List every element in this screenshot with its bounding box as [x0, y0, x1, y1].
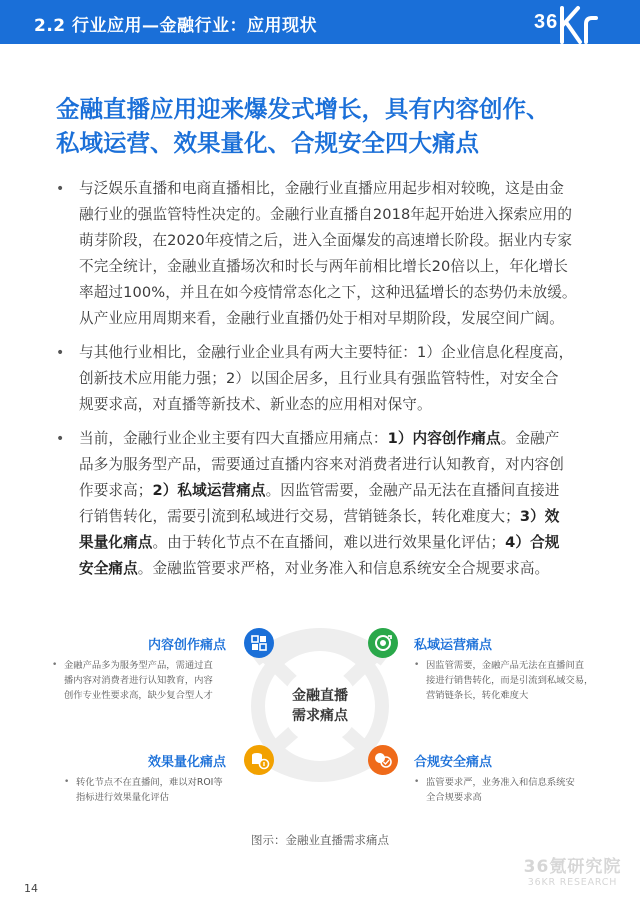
watermark-title: 36氪研究院: [523, 857, 622, 877]
bullet-dot: •: [414, 660, 420, 670]
text-run: 。因监管需要，金融产品无法在直播间直接进: [265, 482, 560, 499]
desc-line: 营销链条长，转化难度大: [426, 690, 529, 701]
text-run: 品多为服务型产品，需要通过直播内容来对消费者进行认知教育，对内容创: [79, 456, 564, 473]
text-run: 从产业应用周期来看，金融行业直播仍处于相对早期阶段，发展空间广阔。: [79, 310, 564, 327]
bullet-line: [79, 202, 592, 228]
bullet-line: [79, 306, 592, 332]
private-domain-title: 私域运营痛点: [414, 638, 493, 653]
bullet-line: [79, 254, 592, 280]
shield-check-icon: [368, 745, 398, 775]
text-run: 率超过100%，并且在如今疫情常态化之下，这种迅猛增长的态势仍未放缓。: [79, 284, 577, 301]
bullet-list: [52, 176, 592, 590]
bullet-line: [79, 504, 592, 530]
text-run: 萌芽阶段，在2020年疫情之后，进入全面爆发的高速增长阶段。据业内专家: [79, 232, 573, 249]
text-run: 与其他行业相比，金融行业企业具有两大主要特征：1）企业信息化程度高，: [79, 344, 574, 361]
compliance-security-title: 合规安全痛点: [414, 755, 493, 770]
desc-line: 接进行销售转化，而是引流到私域交易，: [426, 675, 594, 686]
text-run: 当前，金融行业企业主要有四大直播应用痛点：: [79, 430, 388, 447]
coin-stack-icon: [244, 745, 274, 775]
desc-line: 监管要求严，业务准入和信息系统安: [426, 777, 575, 788]
bold-text: 3）效: [519, 508, 560, 525]
bold-text: 4）合规: [505, 534, 560, 551]
bullet-line: [79, 366, 592, 392]
text-run: 与泛娱乐直播和电商直播相比，金融行业直播应用起步相对较晚，这是由金: [79, 180, 564, 197]
bold-text: 安全痛点: [79, 560, 138, 577]
section-title: 2.2 行业应用—金融行业：应用现状: [34, 16, 318, 36]
bullet-line: [79, 530, 592, 556]
desc-line: 转化节点不在直播间，难以对ROI等: [76, 777, 223, 788]
center-line: 需求痛点: [292, 708, 348, 724]
bullet-line: [79, 176, 592, 202]
bullet-item: [52, 426, 592, 582]
center-line: 金融直播: [292, 688, 348, 704]
headline: [56, 92, 616, 160]
text-run: 规要求高，对直播等新技术、新业态的应用相对保守。: [79, 396, 432, 413]
pain-points-diagram: [0, 620, 640, 820]
bold-text: 果量化痛点: [79, 534, 153, 551]
bold-text: 2）私域运营痛点: [152, 482, 266, 499]
text-run: 。金融监管要求严格，对业务准入和信息系统安全合规要求高。: [137, 560, 550, 577]
text-run: 融行业的强监管特性决定的。金融行业直播自2018年起开始进入探索应用的: [79, 206, 573, 223]
desc-line: 播内容对消费者进行认知教育，内容: [64, 675, 213, 686]
page-number: 14: [24, 882, 38, 895]
bullet-line: [79, 478, 592, 504]
text-run: 作要求高；: [79, 482, 153, 499]
bullet-item: [52, 176, 592, 332]
text-run: 创新技术应用能力强；2）以国企居多，且行业具有强监管特性，对安全合: [79, 370, 559, 387]
watermark: [510, 852, 635, 888]
text-run: 不完全统计，金融业直播场次和时长与两年前相比增长20倍以上，年化增长: [79, 258, 568, 275]
bullet-line: [79, 340, 592, 366]
bullet-line: [79, 392, 592, 418]
effect-quantification-title: 效果量化痛点: [148, 755, 227, 770]
bullet-line: [79, 228, 592, 254]
svg-text:36: 36: [534, 11, 559, 33]
private-domain-desc: [414, 658, 594, 703]
diagram-center-label: [280, 686, 360, 726]
bullet-line: [79, 426, 592, 452]
36kr-logo: [532, 2, 640, 44]
bullet-dot: •: [52, 660, 58, 670]
content-creation-desc: [52, 658, 213, 703]
desc-line: 指标进行效果量化评估: [76, 792, 169, 803]
text-run: 行销售转化，需要引流到私域进行交易，营销链条长，转化难度大；: [79, 508, 520, 525]
effect-quantification-desc: [64, 775, 223, 805]
content-creation-title: 内容创作痛点: [148, 638, 227, 653]
desc-line: 创作专业性要求高，缺少复合型人才: [64, 690, 213, 701]
bullet-dot: •: [56, 431, 65, 447]
bullet-line: [79, 280, 592, 306]
refresh-cycle-icon: [368, 628, 398, 658]
desc-line: 因监管需要，金融产品无法在直播间直: [426, 660, 585, 671]
text-run: 。金融产: [500, 430, 560, 447]
compliance-security-desc: [414, 775, 575, 805]
text-run: 。由于转化节点不在直播间，难以进行效果量化评估；: [152, 534, 506, 551]
bullet-line: [79, 452, 592, 478]
bullet-line: [79, 556, 592, 582]
grid-apps-icon: [244, 628, 274, 658]
bullet-dot: •: [56, 345, 65, 361]
bullet-dot: •: [64, 777, 70, 787]
bold-text: 1）内容创作痛点: [387, 430, 501, 447]
bullet-dot: •: [414, 777, 420, 787]
bullet-dot: •: [56, 181, 65, 197]
headline-line: 金融直播应用迎来爆发式增长，具有内容创作、: [56, 95, 550, 123]
watermark-subtitle: 36KR RESEARCH: [527, 877, 618, 888]
bullet-item: [52, 340, 592, 418]
figure-caption: 图示：金融业直播需求痛点: [251, 833, 389, 847]
desc-line: 全合规要求高: [426, 792, 482, 803]
headline-line: 私域运营、效果量化、合规安全四大痛点: [56, 129, 479, 157]
desc-line: 金融产品多为服务型产品，需通过直: [64, 660, 213, 671]
